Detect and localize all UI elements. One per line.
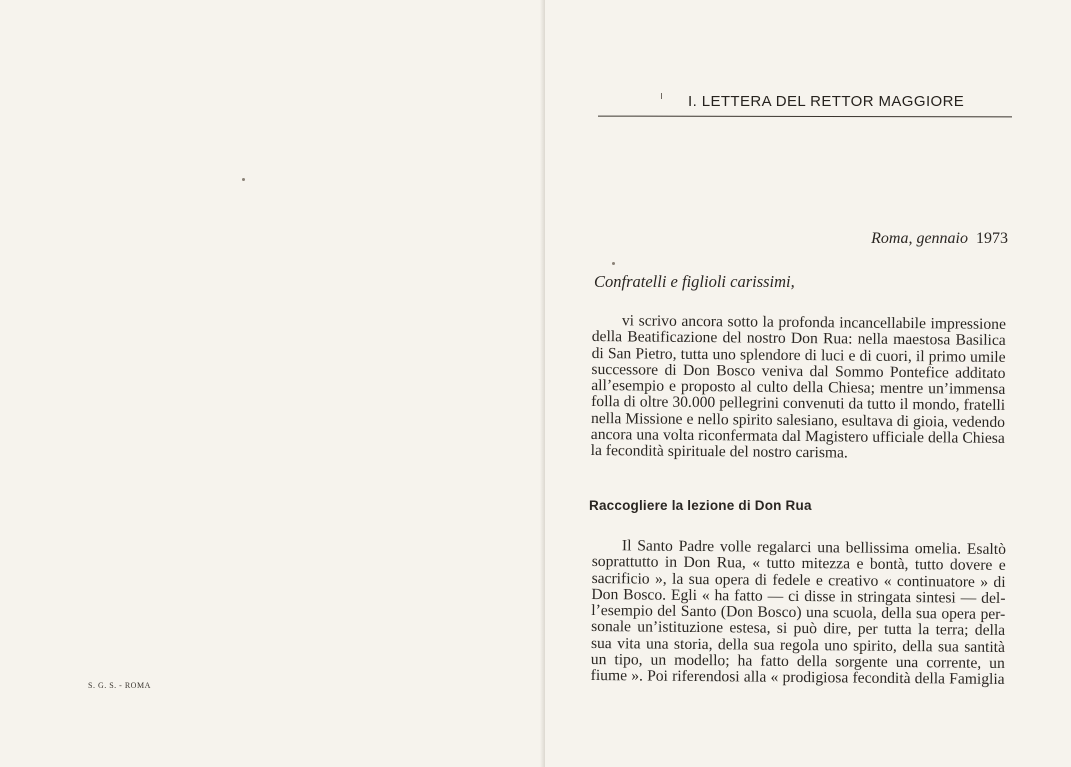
date-year: 1973: [976, 230, 1008, 247]
text-line: sua vita una storia, della sua regola uno spirito, della sua santità: [590, 634, 1006, 656]
section-header: I. LETTERA DEL RETTOR MAGGIORE: [688, 93, 965, 110]
date-line: [871, 230, 1008, 248]
header-mark: ı: [660, 90, 664, 102]
paragraph-1: [591, 313, 1006, 464]
paragraph-2: [591, 538, 1006, 689]
text-line: all’esempio e proposto al culto della Chiesa; mentre un’immensa: [591, 377, 1006, 399]
text-line: la fecondità spirituale del nostro carisma.: [590, 442, 848, 462]
date-place: Roma, gennaio: [871, 230, 968, 247]
text-line: Il Santo Padre volle regalarci una bellissima omelia. Esaltò: [621, 537, 1006, 558]
text-line: vi scrivo ancora sotto la profonda incancellabile impressione: [621, 312, 1006, 333]
text-line: di San Pietro, tutta uno splendore di luci e di cuori, il primo umile: [591, 344, 1006, 366]
text-line: sonale un’istituzione estesa, si può dire, per tutta la terra; della: [591, 618, 1006, 640]
paper-speck: [612, 262, 615, 265]
text-line: fiume ». Poi riferendosi alla « prodigiosa fecondità della Famiglia: [590, 667, 1005, 689]
text-line: ancora una volta riconfermata dal Magistero ufficiale della Chiesa: [590, 426, 1005, 448]
paper-speck: [242, 178, 245, 181]
text-line: soprattutto in Don Rua, « tutto mitezza e bontà, tutto dovere e: [591, 553, 1006, 575]
text-line: l’esempio del Santo (Don Bosco) una scuola, della sua opera per-: [591, 602, 1006, 624]
text-line: folla di oltre 30.000 pellegrini convenuti da tutto il mondo, fratelli: [591, 393, 1006, 415]
text-line: un tipo, un modello; ha fatto della sorgente una corrente, un: [590, 651, 1005, 673]
subheading: Raccogliere la lezione di Don Rua: [589, 498, 812, 513]
printer-imprint: S. G. S. - ROMA: [88, 681, 151, 690]
text-line: Don Bosco. Egli « ha fatto — ci disse in stringata sintesi — del-: [591, 585, 1006, 607]
salutation: Confratelli e figlioli carissimi,: [594, 272, 795, 291]
text-line: della Beatificazione del nostro Don Rua: nella maestosa Basilica: [591, 328, 1006, 350]
text-line: nella Missione e nello spirito salesiano, esultava di gioia, vedendo: [590, 409, 1006, 431]
text-line: successore di Don Bosco veniva dal Sommo Pontefice additato: [591, 360, 1006, 382]
text-line: sacrificio », la sua opera di fedele e creativo « continuatore » di: [591, 569, 1006, 591]
